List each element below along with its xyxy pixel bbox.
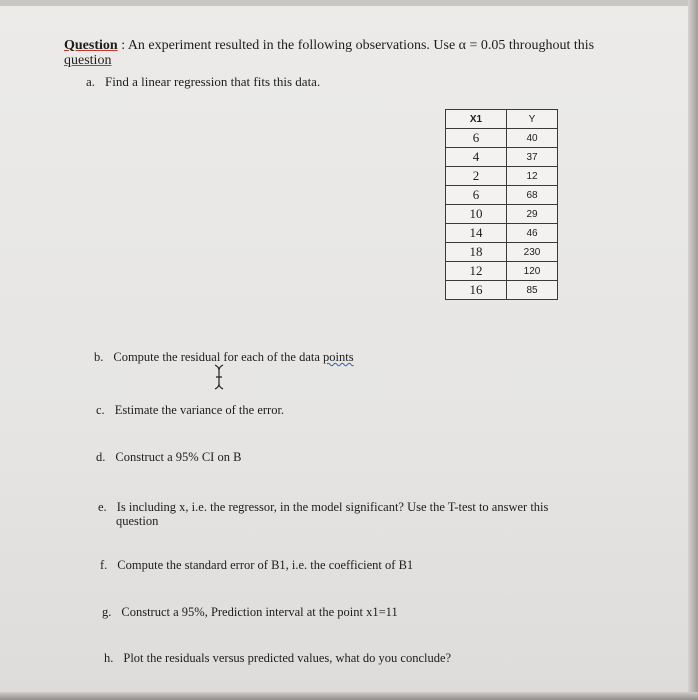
part-e (98, 500, 548, 515)
table-cell-y: 40 (507, 129, 558, 148)
part-f (100, 558, 413, 573)
part-f-text: Compute the standard error of B1, i.e. the coefficient of B1 (117, 558, 414, 572)
part-a (86, 74, 320, 90)
table-header-row (446, 110, 558, 129)
part-h-letter: h. (104, 651, 114, 665)
table-cell-y: 120 (507, 262, 558, 281)
part-d (96, 450, 241, 465)
part-d-text: Construct a 95% CI on B (115, 450, 242, 464)
text-cursor-icon (214, 364, 224, 390)
part-g (102, 605, 398, 620)
table-cell-y: 37 (507, 148, 558, 167)
part-e-text-line2: question (116, 514, 159, 528)
question-text-line1: An experiment resulted in the following observations. Use α = 0.05 throughout this (127, 38, 595, 53)
part-c-text: Estimate the variance of the error. (114, 403, 285, 417)
part-g-letter: g. (102, 605, 112, 619)
table-row (446, 224, 558, 243)
data-table (445, 109, 558, 300)
table-row (446, 129, 558, 148)
photo-edge-right (688, 0, 698, 700)
table-cell-y: 230 (507, 243, 558, 262)
table-row (446, 262, 558, 281)
part-h (104, 651, 451, 666)
part-e-letter: e. (98, 500, 107, 514)
table-cell-x1: 16 (446, 281, 507, 300)
table-cell-x1: 10 (446, 205, 507, 224)
table-row (446, 205, 558, 224)
part-h-text: Plot the residuals versus predicted values, what do you conclude? (123, 651, 452, 665)
table-row (446, 243, 558, 262)
part-d-letter: d. (96, 450, 106, 464)
table-cell-x1: 6 (446, 129, 507, 148)
part-e-text-line1: Is including x, i.e. the regressor, in the model significant? Use the T-test to answer this (116, 500, 549, 514)
table-row (446, 186, 558, 205)
part-c (96, 403, 284, 418)
part-b-underlined-word: points (323, 350, 354, 364)
table-cell-x1: 12 (446, 262, 507, 281)
part-a-letter: a. (86, 74, 96, 89)
table-row (446, 148, 558, 167)
photo-edge-top (0, 0, 698, 6)
part-b (94, 350, 354, 365)
part-b-text: Compute the residual for each of the data (113, 350, 324, 364)
table-cell-y: 46 (507, 224, 558, 243)
table-header-x1: X1 (446, 110, 507, 129)
table-cell-x1: 2 (446, 167, 507, 186)
table-cell-y: 85 (507, 281, 558, 300)
table-cell-y: 68 (507, 186, 558, 205)
part-g-text: Construct a 95%, Prediction interval at the point x1=11 (121, 605, 398, 619)
part-f-letter: f. (100, 558, 108, 572)
table-row (446, 167, 558, 186)
photo-edge-bottom (0, 692, 698, 700)
table-header-y: Y (507, 110, 558, 129)
table-cell-y: 29 (507, 205, 558, 224)
table-cell-x1: 6 (446, 186, 507, 205)
part-b-letter: b. (94, 350, 104, 364)
table-cell-x1: 4 (446, 148, 507, 167)
table-cell-x1: 14 (446, 224, 507, 243)
part-c-letter: c. (96, 403, 105, 417)
part-a-text: Find a linear regression that fits this data. (105, 74, 321, 89)
table-cell-x1: 18 (446, 243, 507, 262)
question-separator: : (117, 38, 128, 53)
question-text-line2: question (64, 53, 112, 68)
table-row (446, 281, 558, 300)
question-heading (64, 38, 594, 54)
question-label: Question (64, 38, 118, 53)
table-cell-y: 12 (507, 167, 558, 186)
